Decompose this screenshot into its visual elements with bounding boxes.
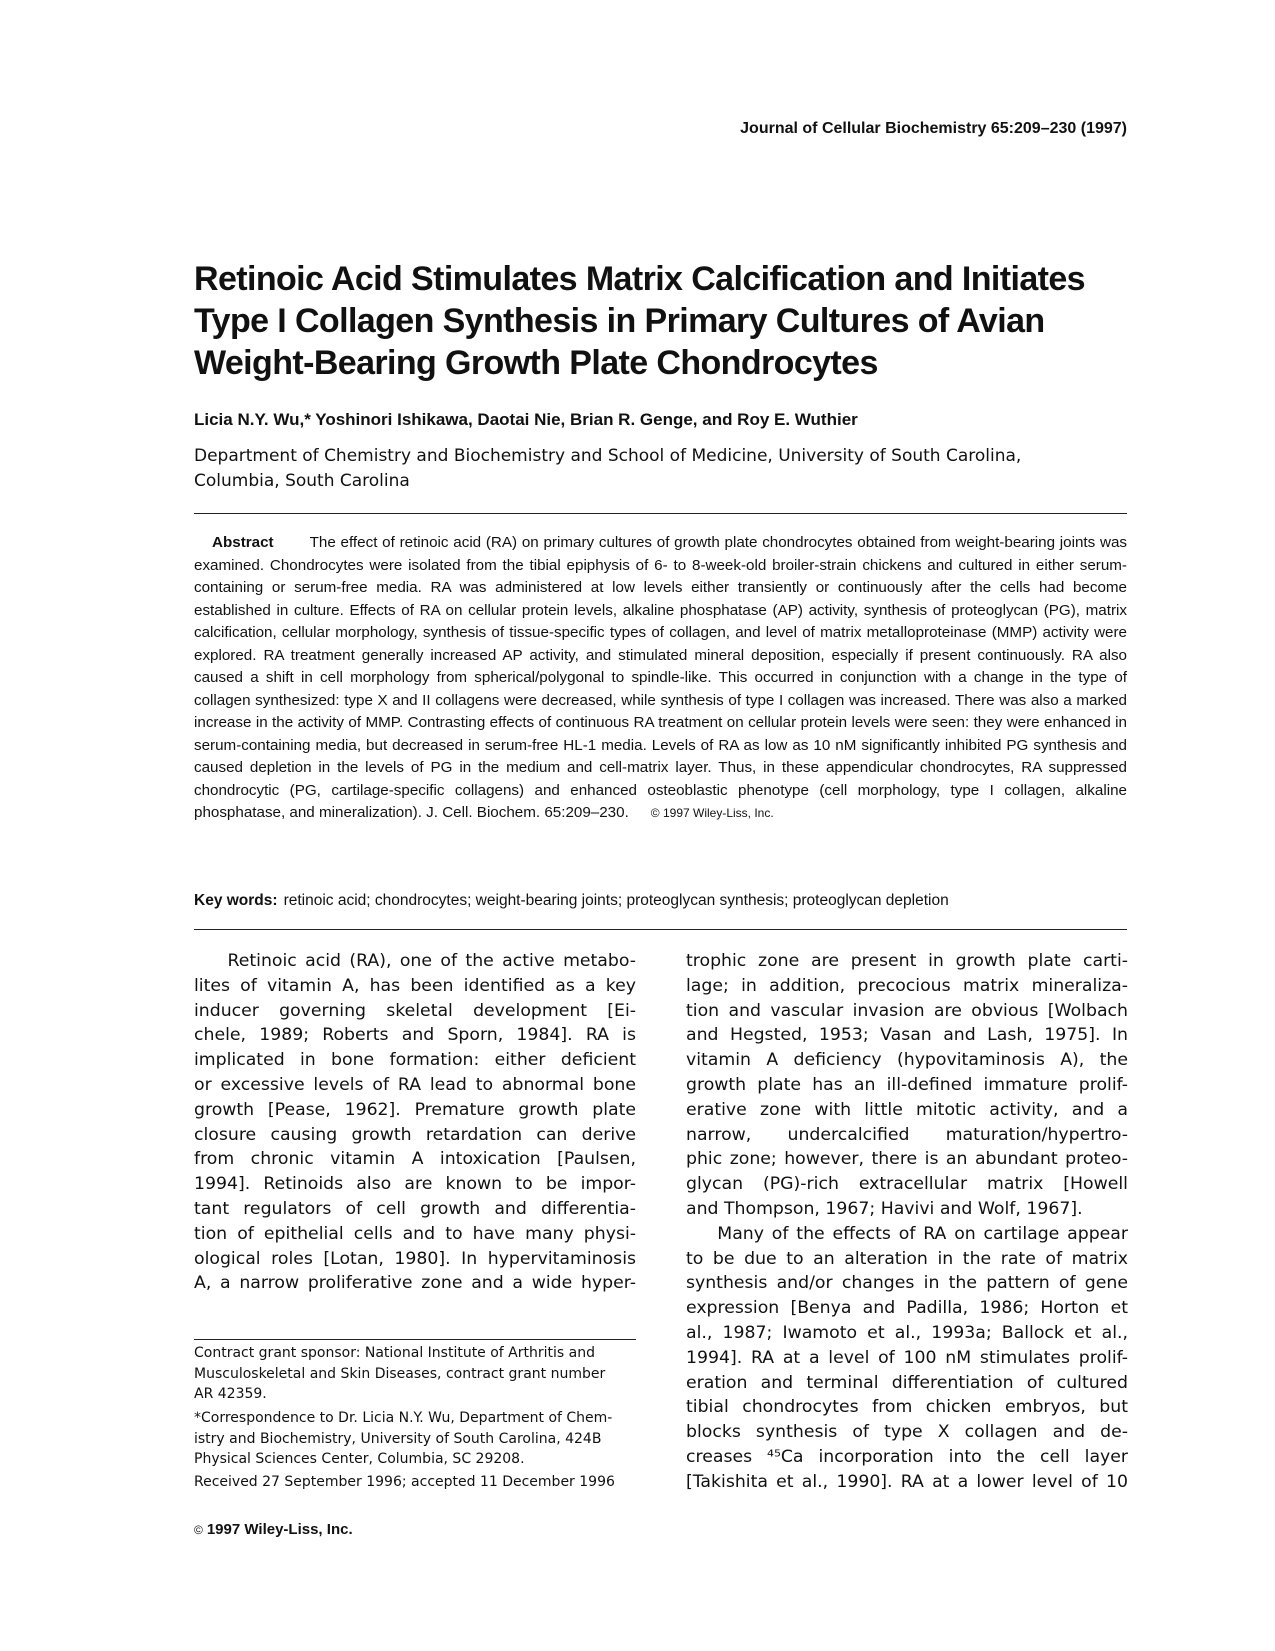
body-line: narrow, undercalcified maturation/hypertro- xyxy=(686,1124,1128,1145)
body-line: erative zone with little mitotic activity, and a xyxy=(686,1099,1128,1120)
body-line: creases ⁴⁵Ca incorporation into the cell layer xyxy=(686,1446,1128,1467)
body-line: al., 1987; Iwamoto et al., 1993a; Ballock et al., xyxy=(686,1322,1128,1343)
body-line: vitamin A deficiency (hypovitaminosis A), the xyxy=(686,1050,1128,1071)
body-line: A, a narrow proliferative zone and a wide hyper- xyxy=(194,1273,636,1294)
body-column-left xyxy=(194,949,636,1296)
abstract-copyright: © 1997 Wiley-Liss, Inc. xyxy=(650,806,774,820)
body-line: tant regulators of cell growth and differentia- xyxy=(194,1198,636,1219)
title-line: Weight-Bearing Growth Plate Chondrocytes xyxy=(194,344,878,382)
body-line: inducer governing skeletal development [Ei- xyxy=(194,1000,636,1021)
body-line: Many of the effects of RA on cartilage appear xyxy=(686,1223,1128,1244)
abstract-text: The effect of retinoic acid (RA) on primary cultures of growth plate chondrocytes obtained from weight-bearing joints was examined. Chondrocytes were isolated from the tibial epiphysis of 6- to 8-week-old broiler-strain chickens and cultured in either serum-containing or serum-free media. RA was administered at low levels either transiently or continuously after the cells had become established in culture. Effects of RA on cellular protein levels, alkaline phosphatase (AP) activity, synthesis of proteoglycan (PG), matrix calcification, cellular morphology, synthesis of tissue-specific types of collagen, and level of matrix metalloproteinase (MMP) activity were explored. RA treatment generally increased AP activity, and stimulated mineral deposition, especially if present continuously. RA also caused a shift in cell morphology from spherical/polygonal to spindle-like. This occurred in conjunction with a change in the type of collagen synthesized: type X and II collagens were decreased, while synthesis of type I collagen was increased. There was also a marked increase in the activity of MMP. Contrasting effects of continuous RA treatment on cellular protein levels were seen: they were enhanced in serum-containing media, but decreased in serum-free HL-1 media. Levels of RA as low as 10 nM significantly inhibited PG synthesis and caused depletion in the levels of PG in the medium and cell-matrix layer. Thus, in these appendicular chondrocytes, RA suppressed chondrocytic (PG, cartilage-specific collagens) and enhanced osteoblastic phenotype (cell morphology, type I collagen, alkaline phosphatase, and mineralization). J. Cell. Biochem. 65:209–230. xyxy=(194,534,1127,821)
title-line: Type I Collagen Synthesis in Primary Cultures of Avian xyxy=(194,302,1045,340)
footnote-line: Musculoskeletal and Skin Diseases, contract grant number xyxy=(194,1365,606,1382)
footnote-line: Contract grant sponsor: National Institute of Arthritis and xyxy=(194,1345,595,1361)
body-line: eration and terminal differentiation of cultured xyxy=(686,1372,1128,1393)
footnote-line: AR 42359. xyxy=(194,1386,267,1402)
body-line: Retinoic acid (RA), one of the active metabo- xyxy=(194,951,636,971)
footnote-grant xyxy=(194,1343,636,1405)
body-line: growth plate has an ill-defined immature prolif- xyxy=(686,1074,1128,1095)
body-line: [Takishita et al., 1990]. RA at a lower level of 10 xyxy=(686,1471,1128,1492)
divider-bottom xyxy=(194,929,1127,930)
body-line: implicated in bone formation: either deficient xyxy=(194,1050,636,1071)
divider-top xyxy=(194,513,1127,514)
abstract-block xyxy=(194,532,1127,825)
body-line: and Thompson, 1967; Havivi and Wolf, 1967]. xyxy=(686,1198,1083,1219)
affiliation-line: Department of Chemistry and Biochemistry and School of Medicine, University of South Carolina, xyxy=(194,446,1022,466)
body-line: to be due to an alteration in the rate of matrix xyxy=(686,1248,1128,1269)
footnote-rule xyxy=(194,1339,636,1340)
body-line: 1994]. RA at a level of 100 nM stimulates prolif- xyxy=(686,1347,1128,1368)
body-line: ological roles [Lotan, 1980]. In hypervitaminosis xyxy=(194,1248,636,1269)
keywords xyxy=(194,892,1127,910)
footer-copyright xyxy=(194,1521,353,1538)
affiliation-line: Columbia, South Carolina xyxy=(194,471,410,491)
body-line: closure causing growth retardation can derive xyxy=(194,1124,636,1145)
body-line: 1994]. Retinoids also are known to be impor- xyxy=(194,1174,636,1195)
footnote-line: istry and Biochemistry, University of South Carolina, 424B xyxy=(194,1430,602,1447)
body-line: from chronic vitamin A intoxication [Paulsen, xyxy=(194,1149,636,1170)
abstract-label: Abstract xyxy=(212,534,274,551)
body-column-right xyxy=(686,949,1128,1495)
body-line: trophic zone are present in growth plate carti- xyxy=(686,951,1128,971)
body-line: blocks synthesis of type X collagen and de- xyxy=(686,1422,1128,1443)
footnote-line: *Correspondence to Dr. Licia N.Y. Wu, Department of Chem- xyxy=(194,1410,613,1426)
body-line: expression [Benya and Padilla, 1986; Horton et xyxy=(686,1298,1128,1319)
body-line: lage; in addition, precocious matrix mineraliza- xyxy=(686,975,1128,996)
body-line: tion of epithelial cells and to have many physi- xyxy=(194,1223,636,1244)
copyright-symbol: © xyxy=(194,1523,203,1537)
body-line: and Hegsted, 1953; Vasan and Lash, 1975]. In xyxy=(686,1025,1128,1046)
footnote-line: Received 27 September 1996; accepted 11 December 1996 xyxy=(194,1474,615,1490)
journal-header: Journal of Cellular Biochemistry 65:209–230 (1997) xyxy=(740,120,1127,137)
body-line: glycan (PG)-rich extracellular matrix [Howell xyxy=(686,1174,1128,1195)
body-line: lites of vitamin A, has been identified as a key xyxy=(194,975,636,996)
body-line: chele, 1989; Roberts and Sporn, 1984]. RA is xyxy=(194,1025,636,1046)
body-line: synthesis and/or changes in the pattern of gene xyxy=(686,1273,1128,1294)
footnote-line: Physical Sciences Center, Columbia, SC 29208. xyxy=(194,1451,525,1467)
article-title xyxy=(194,258,1154,384)
body-line: or excessive levels of RA lead to abnormal bone xyxy=(194,1074,636,1095)
keywords-label: Key words: xyxy=(194,892,278,909)
body-line: tibial chondrocytes from chicken embryos, but xyxy=(686,1397,1128,1418)
affiliation xyxy=(194,444,1134,494)
footer-text: 1997 Wiley-Liss, Inc. xyxy=(206,1521,353,1538)
body-line: tion and vascular invasion are obvious [Wolbach xyxy=(686,1000,1128,1021)
title-line: Retinoic Acid Stimulates Matrix Calcification and Initiates xyxy=(194,260,1085,298)
keywords-text: retinoic acid; chondrocytes; weight-bearing joints; proteoglycan synthesis; proteoglycan depletion xyxy=(283,892,949,909)
body-line: growth [Pease, 1962]. Premature growth plate xyxy=(194,1099,636,1120)
footnote-correspondence xyxy=(194,1408,636,1470)
body-line: phic zone; however, there is an abundant proteo- xyxy=(686,1149,1128,1170)
author-list: Licia N.Y. Wu,* Yoshinori Ishikawa, Daotai Nie, Brian R. Genge, and Roy E. Wuthier xyxy=(194,410,858,429)
footnote-received xyxy=(194,1472,636,1493)
